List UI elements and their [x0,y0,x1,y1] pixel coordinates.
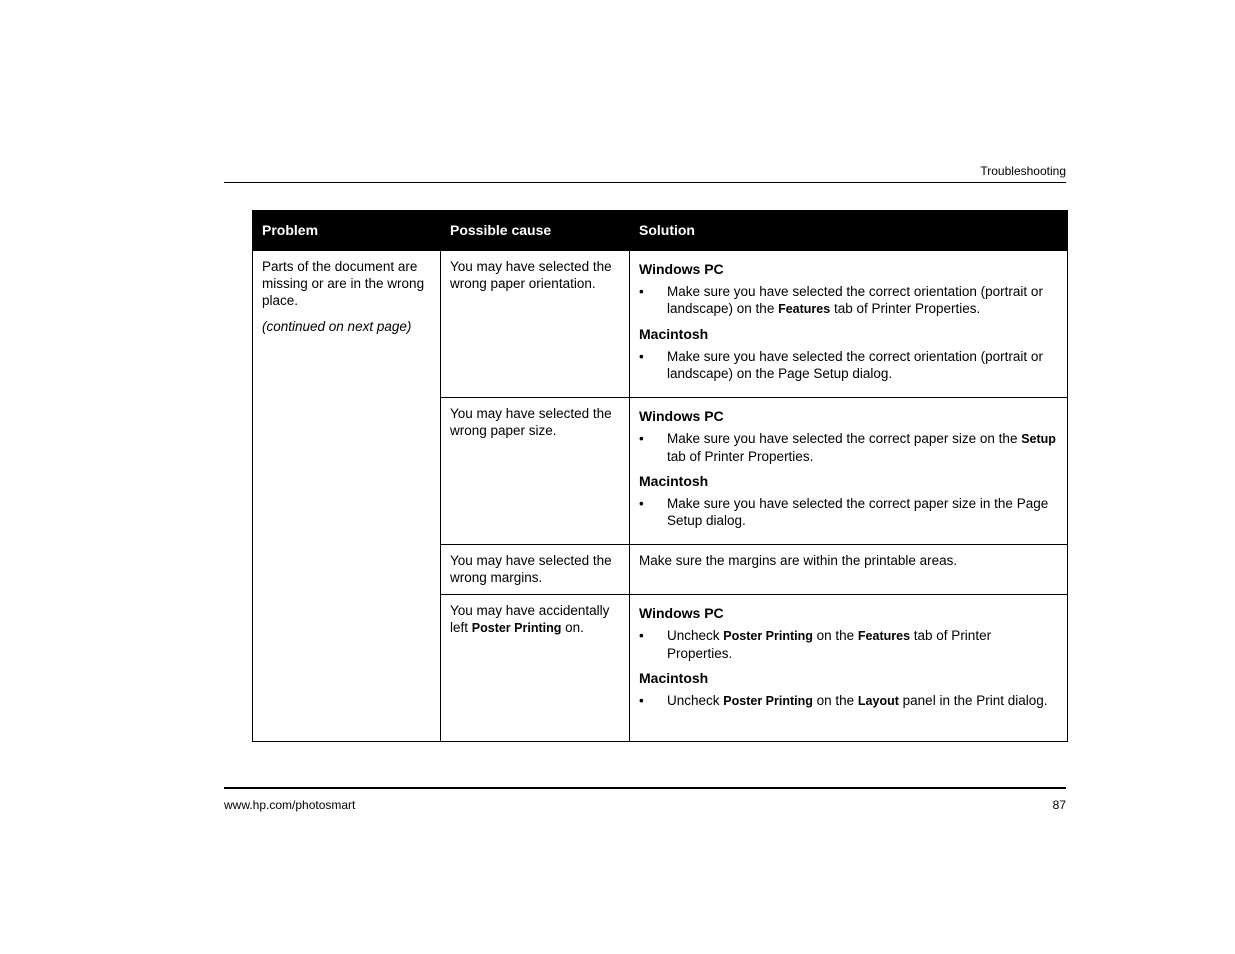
header-rule [224,182,1066,183]
page-number: 87 [1052,798,1066,812]
problem-cell [253,251,441,742]
windows-heading: Windows PC [639,605,724,621]
continued-note: (continued on next page) [262,319,412,334]
troubleshooting-table [252,210,1068,742]
cause-text: You may have accidentally left [450,603,610,635]
cause-cell: You may have selected the wrong margins. [441,545,630,595]
solution-cell [630,398,1068,545]
cause-text: on. [561,620,584,635]
solution-cell: Make sure the margins are within the printable areas. [630,545,1068,595]
mac-bullet [639,348,1058,382]
bullet-text: panel in the Print dialog. [898,693,1048,708]
bullet-text: tab of Printer Properties. [667,628,992,661]
table-row [253,251,1068,398]
mac-heading: Macintosh [639,670,709,686]
footer-url: www.hp.com/photosmart [224,798,356,812]
mac-heading: Macintosh [639,326,709,342]
ui-term: Layout [857,694,899,708]
ui-term: Poster Printing [471,621,562,635]
windows-bullet [639,627,1058,662]
problem-header: Problem [253,211,441,251]
bullet-text: Make sure you have selected the correct orientation (portrait or landscape) on the [667,284,1043,316]
ui-term: Features [857,629,911,643]
ui-term: Poster Printing [723,694,813,708]
bullet-text: on the [812,628,858,643]
cause-cell [441,595,630,742]
footer-rule [224,787,1066,789]
problem-text: Parts of the document are missing or are in the wrong place. [262,259,425,308]
windows-bullet [639,430,1058,465]
cause-cell: You may have selected the wrong paper orientation. [441,251,630,398]
running-header: Troubleshooting [980,164,1066,178]
mac-heading: Macintosh [639,473,709,489]
solution-cell [630,251,1068,398]
windows-heading: Windows PC [639,261,724,277]
bullet-text: Make sure you have selected the correct paper size in the Page Setup dialog. [667,496,1049,528]
bullet-text: on the [812,693,858,708]
mac-bullet [639,495,1058,529]
bullet-text: Make sure you have selected the correct orientation (portrait or landscape) on the Page Setup dialog. [667,349,1043,381]
solution-cell [630,595,1068,742]
cause-header: Possible cause [441,211,630,251]
ui-term: Features [778,302,831,316]
ui-term: Setup [1021,432,1056,446]
ui-term: Poster Printing [723,629,813,643]
bullet-text: Make sure you have selected the correct paper size on the [667,431,1022,446]
windows-heading: Windows PC [639,408,724,424]
bullet-text: tab of Printer Properties. [830,301,981,316]
bullet-text: tab of Printer Properties. [667,449,814,464]
bullet-text: Uncheck [667,693,724,708]
windows-bullet [639,283,1058,318]
table-header-row [253,211,1068,251]
bullet-text: Uncheck [667,628,724,643]
cause-cell: You may have selected the wrong paper size. [441,398,630,545]
solution-header: Solution [630,211,1068,251]
mac-bullet [639,692,1058,710]
